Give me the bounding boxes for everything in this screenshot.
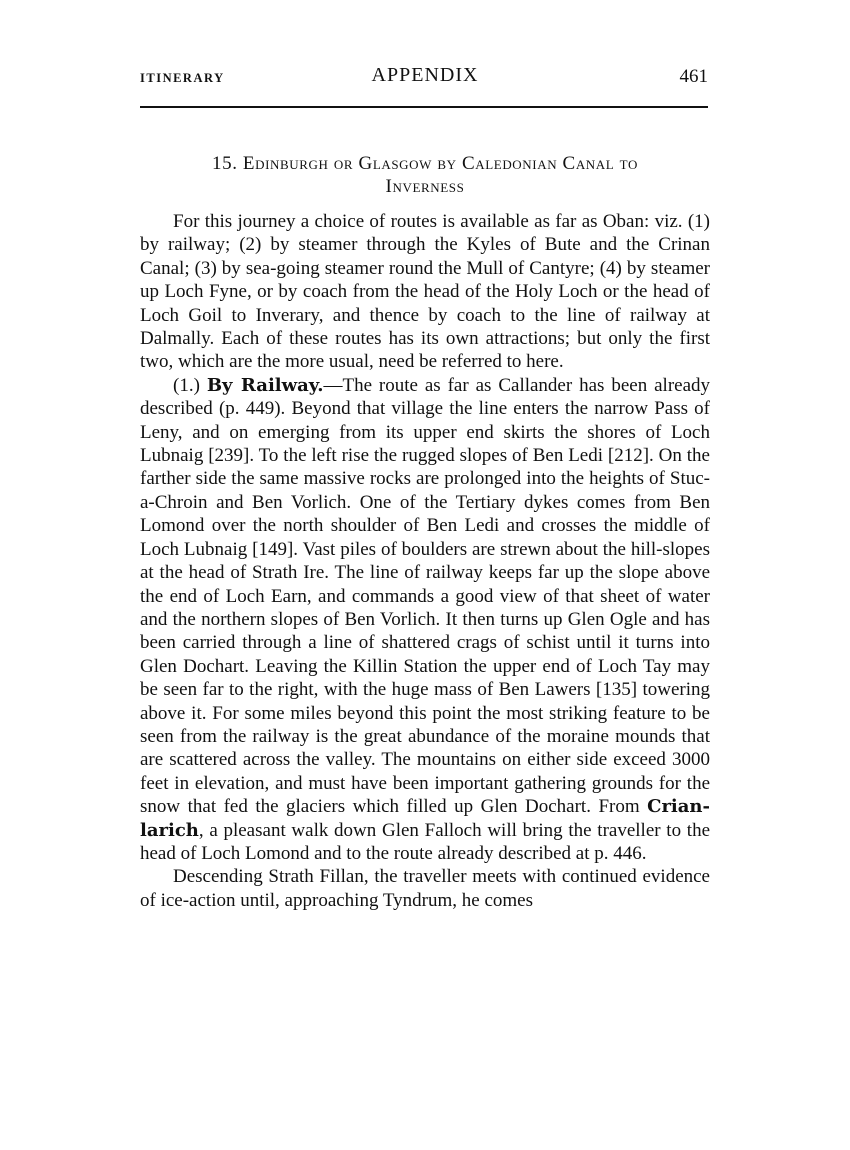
running-head — [140, 60, 710, 100]
book-page — [140, 60, 710, 912]
paragraph-railway-number: (1.) — [173, 374, 207, 396]
running-head-title: APPENDIX — [371, 64, 479, 86]
running-head-left: ITINERARY — [140, 71, 225, 85]
paragraph-railway — [140, 374, 710, 866]
page-number: 461 — [679, 66, 708, 87]
section-title — [140, 152, 710, 198]
paragraph-strath-fillan: Descending Strath Fillan, the traveller meets with continued evidence of ice-action until, approaching Tyndrum, he comes — [140, 866, 710, 911]
paragraph-intro: For this journey a choice of routes is available as far as Oban: viz. (1) by railway; (2) by steamer through the Kyles of Bute and the Crinan Canal; (3) by sea-going steamer round the Mull of Cantyre; (4) by steamer up Loch Fyne, or by coach from the head of the Holy Loch or the head of Loch Goil to Inverary, and thence by coach to the line of railway at Dalmally. Each of these routes has its own attractions; but only the first two, which are the more usual, need be referred to here. — [140, 211, 710, 373]
header-rule — [140, 106, 708, 108]
paragraph-railway-text-a: —The route as far as Callander has been already described (p. 449). Beyond that village the line enters the narrow Pass of Leny, and on emerging from its upper end skirts the shores of Loch Lubnaig [239]. To the left rise the rugged slopes of Ben Ledi [212]. On the farther side the same massive rocks are prolonged into the heights of Stuc-a-Chroin and Ben Vorlich. One of the Tertiary dykes comes from Ben Lomond over the north shoulder of Ben Ledi and crosses the middle of Loch Lubnaig [149]. Vast piles of boulders are strewn about the hill-slopes at the head of Strath Ire. The line of railway keeps far up the slope above the end of Loch Earn, and commands a good view of that sheet of water and the northern slopes of Ben Vorlich. It then turns up Glen Ogle and has been carried through a line of shattered crags of schist until it turns into Glen Dochart. Leaving the Killin Station the upper end of Loch Tay may be seen far to the right, with the huge mass of Ben Lawers [135] towering above it. For some miles beyond this point the most striking feature to be seen from the railway is the great abundance of the moraine mounds that are scattered across the valley. The mountains on either side exceed 3000 feet in elevation, and must have been important gathering grounds for the snow that fed the glaciers which filled up Glen Dochart. From — [140, 374, 711, 818]
crianlarich-heading: Crian-larich — [140, 796, 710, 841]
section-title-line-2: Inverness — [385, 176, 465, 197]
railway-heading: By Railway. — [206, 374, 324, 396]
section-title-line-1: 15. Edinburgh or Glasgow by Caledonian Canal to — [212, 153, 638, 174]
paragraph-railway-text-b: , a pleasant walk down Glen Falloch will bring the traveller to the head of Loch Lomond and to the route already described at p. 446. — [140, 819, 710, 864]
